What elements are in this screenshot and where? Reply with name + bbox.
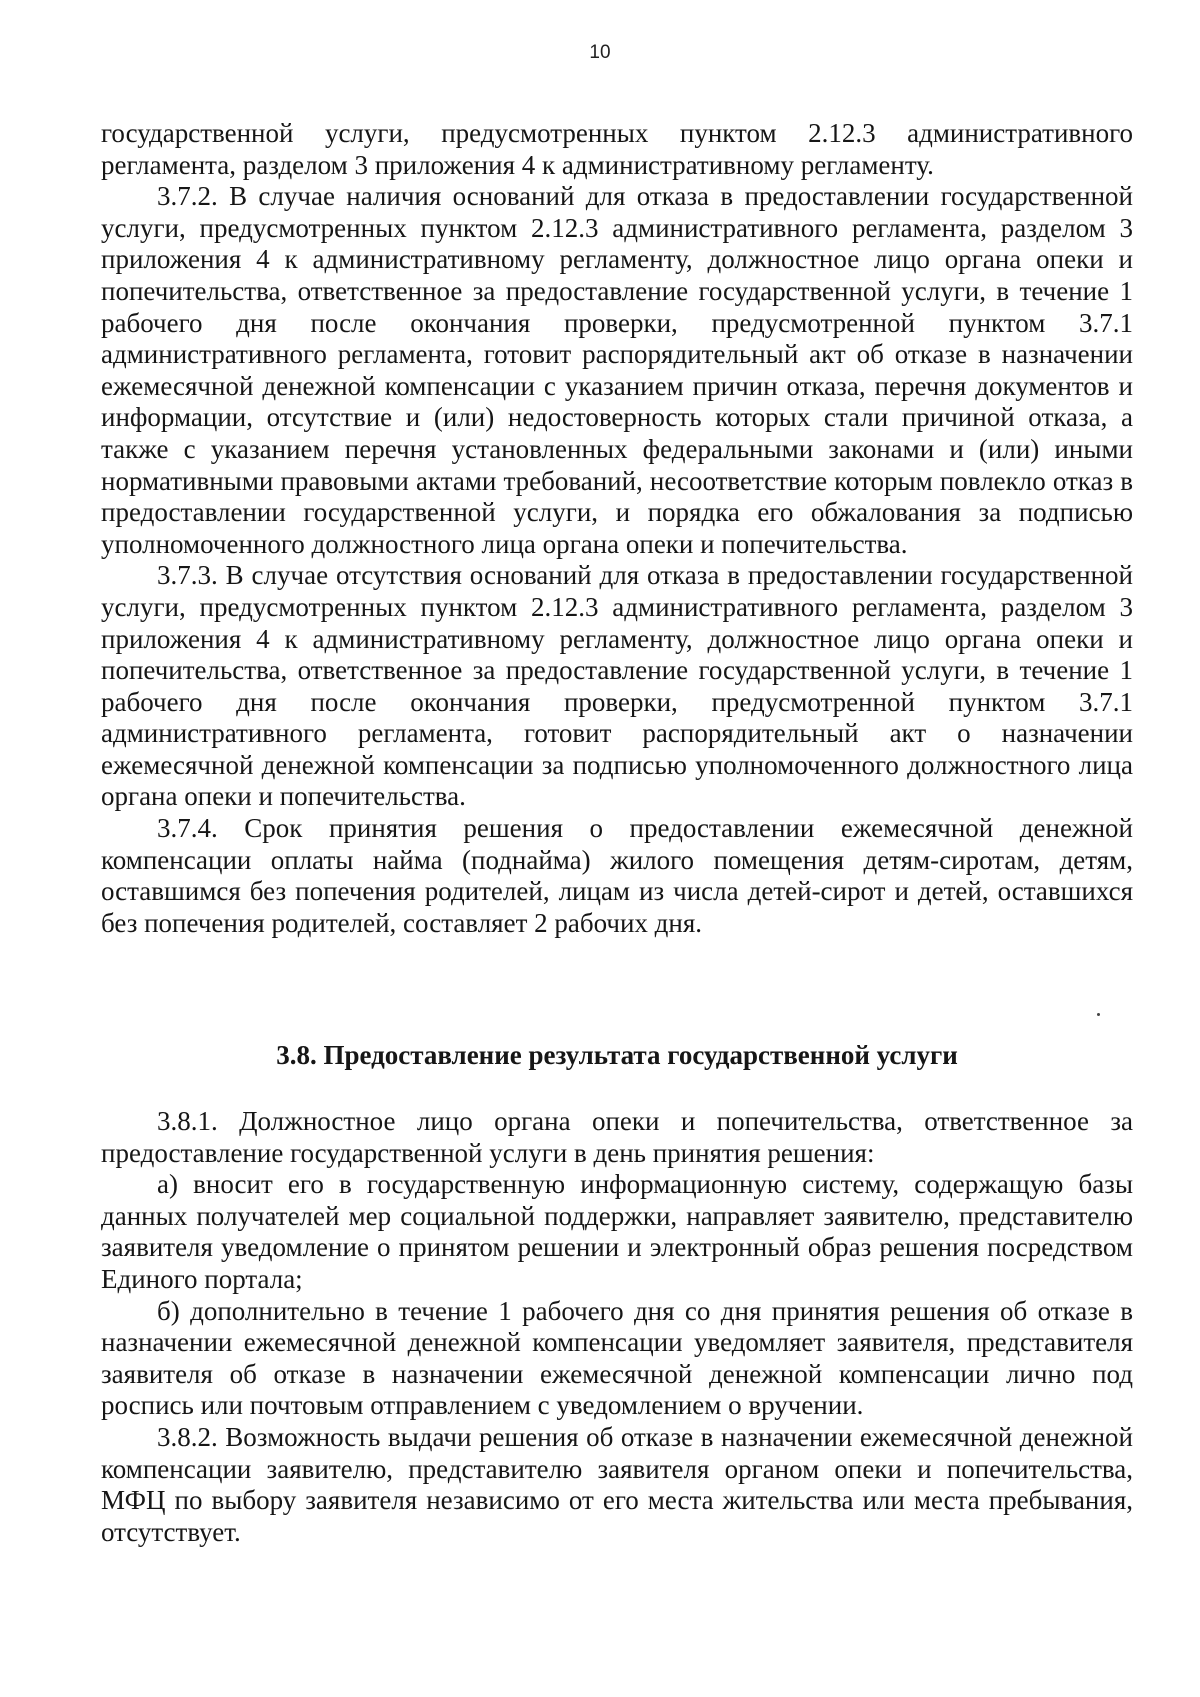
- paragraph-3-7-4: 3.7.4. Срок принятия решения о предоставлении ежемесячной денежной компенсации оплаты найма (поднайма) жилого помещения детям-сиротам, детям, оставшимся без попечения родителей, лицам из числа детей-сирот и детей, оставшихся без попечения родителей, составляет 2 рабочих дня.: [101, 813, 1133, 938]
- paragraph-3-8-2: 3.8.2. Возможность выдачи решения об отказе в назначении ежемесячной денежной компенсации заявителю, представителю заявителя органом опеки и попечительства, МФЦ по выбору заявителя независимо от его места жительства или места пребывания, отсутствует.: [101, 1421, 1133, 1547]
- paragraph-3-8-1-a: а) вносит его в государственную информационную систему, содержащую базы данных получателей мер социальной поддержки, направляет заявителю, представителю заявителя уведомление о принятом решении и электронный образ решения посредством Единого портала;: [101, 1169, 1133, 1294]
- paragraph-3-7-3: 3.7.3. В случае отсутствия оснований для отказа в предоставлении государственной услуги, предусмотренных пунктом 2.12.3 административного регламента, разделом 3 приложения 4 к административному регламенту, должностное лицо органа опеки и попечительства, ответственное за предоставление государственной услуги, в течение 1 рабочего дня после окончания проверки, предусмотренной пунктом 3.7.1 административного регламента, готовит распорядительный акт о назначении ежемесячной денежной компенсации за подписью уполномоченного должностного лица органа опеки и попечительства.: [101, 560, 1133, 812]
- section-3-8-body: [101, 1106, 1133, 1548]
- paragraph-continuation: государственной услуги, предусмотренных пунктом 2.12.3 административного регламента, разделом 3 приложения 4 к административному регламенту.: [101, 118, 1133, 180]
- paragraph-3-8-1: 3.8.1. Должностное лицо органа опеки и попечительства, ответственное за предоставление государственной услуги в день принятия решения:: [101, 1106, 1133, 1168]
- paragraph-3-7-2: 3.7.2. В случае наличия оснований для отказа в предоставлении государственной услуги, предусмотренных пунктом 2.12.3 административного регламента, разделом 3 приложения 4 к административному регламенту, должностное лицо органа опеки и попечительства, ответственное за предоставление государственной услуги, в течение 1 рабочего дня после окончания проверки, предусмотренной пунктом 3.7.1 административного регламента, готовит распорядительный акт об отказе в назначении ежемесячной денежной компенсации с указанием причин отказа, перечня документов и информации, отсутствие и (или) недостоверность которых стали причиной отказа, а также с указанием перечня установленных федеральными законами и (или) иными нормативными правовыми актами требований, несоответствие которым повлекло отказ в предоставлении государственной услуги, и порядка его обжалования за подписью уполномоченного должностного лица органа опеки и попечительства.: [101, 181, 1133, 559]
- scan-speck: [1097, 1013, 1100, 1016]
- paragraph-3-8-1-b: б) дополнительно в течение 1 рабочего дня со дня принятия решения об отказе в назначении ежемесячной денежной компенсации уведомляет заявителя, представителя заявителя об отказе в назначении ежемесячной денежной компенсации лично под роспись или почтовым отправлением с уведомлением о вручении.: [101, 1295, 1133, 1421]
- page-number: 10: [589, 42, 611, 63]
- section-3-7-body: [101, 118, 1133, 939]
- section-heading-3-8: 3.8. Предоставление результата государственной услуги: [276, 1040, 958, 1070]
